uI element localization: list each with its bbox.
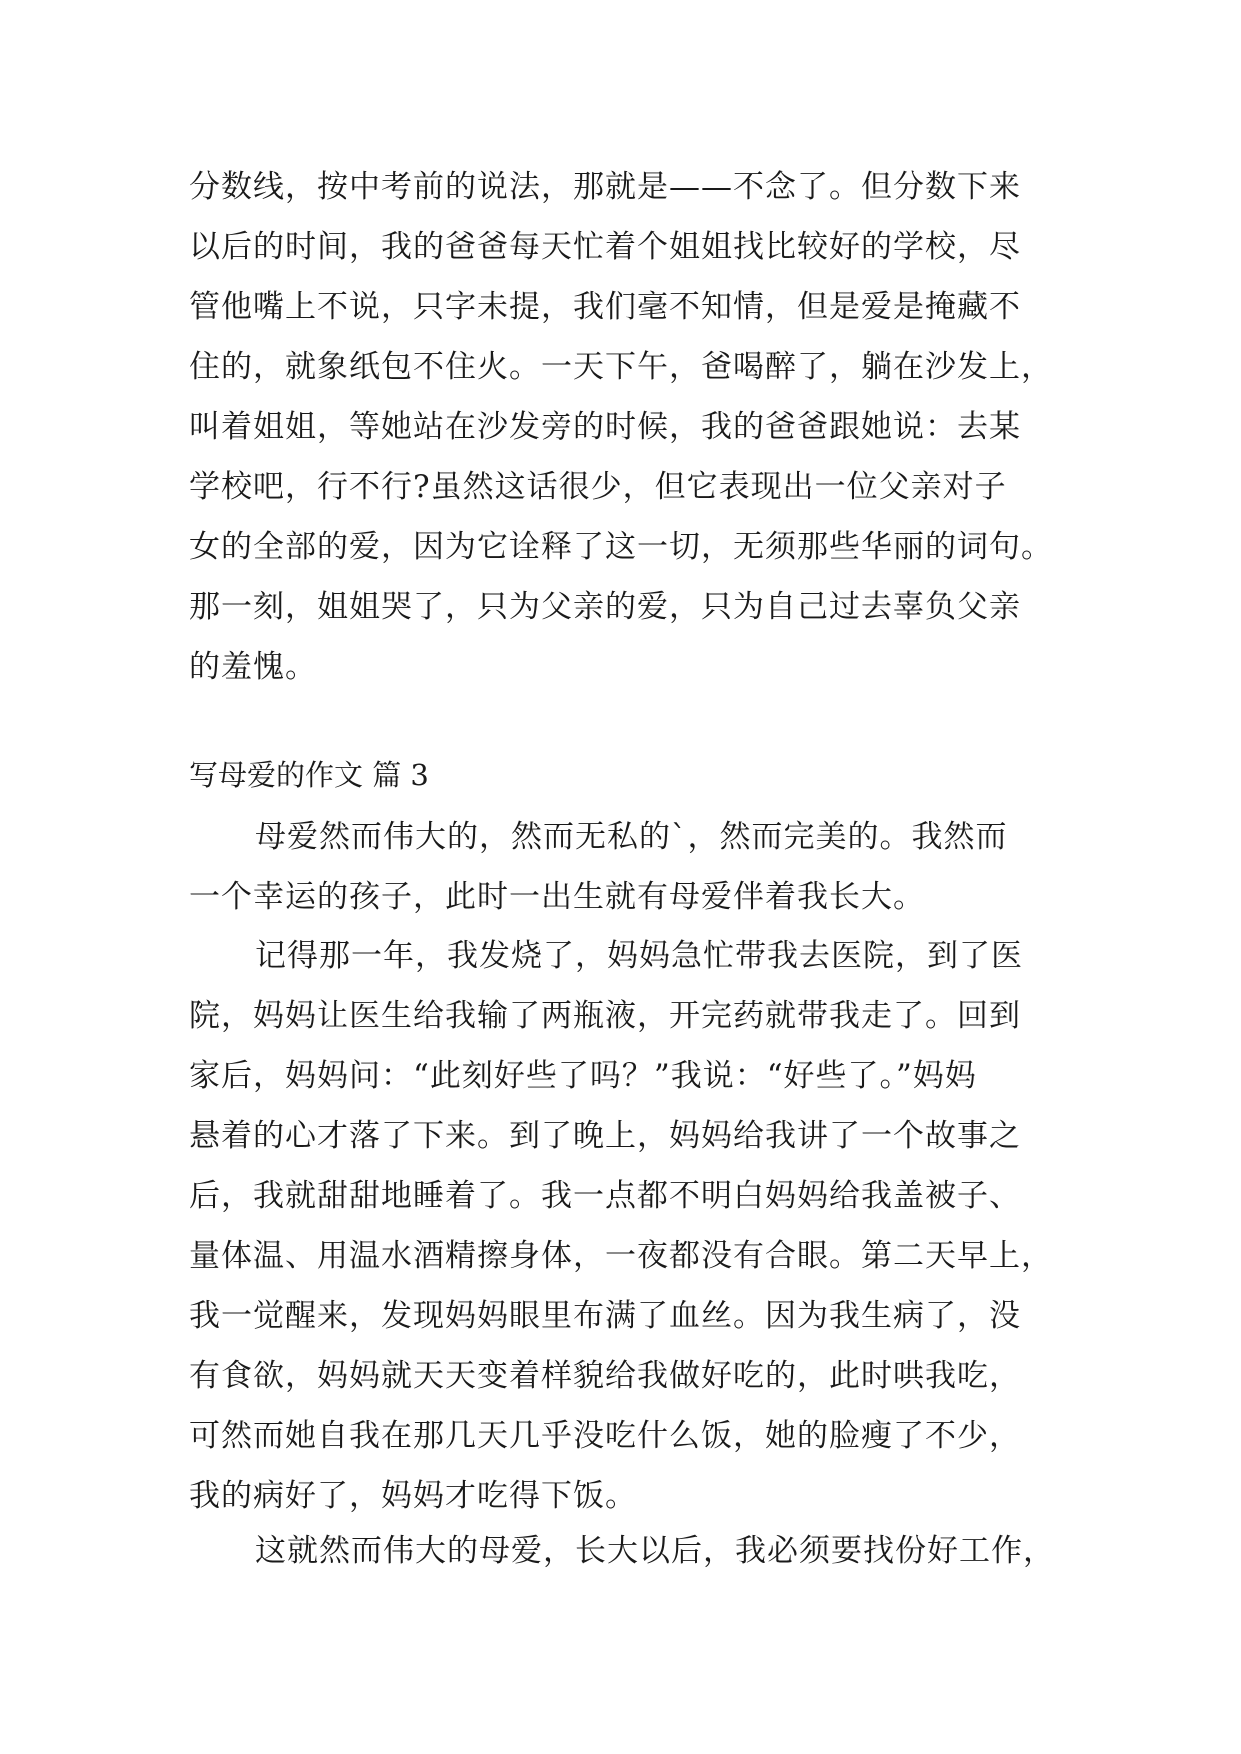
text-line: 分数线，按中考前的说法，那就是——不念了。但分数下来 — [189, 169, 1021, 205]
text-line: 母爱然而伟大的，然而无私的`，然而完美的。我然而 — [255, 819, 1008, 855]
text-line: 一个幸运的孩子，此时一出生就有母爱伴着我长大。 — [189, 879, 925, 915]
text-line: 后，我就甜甜地睡着了。我一点都不明白妈妈给我盖被子、 — [189, 1178, 1021, 1214]
text-line: 学校吧，行不行?虽然这话很少，但它表现出一位父亲对子 — [189, 469, 1007, 505]
text-line: 女的全部的爱，因为它诠释了这一切，无须那些华丽的词句。 — [189, 529, 1053, 565]
intro-paragraph — [189, 157, 1053, 697]
text-line: 住的，就象纸包不住火。一天下午，爸喝醉了，躺在沙发上， — [189, 349, 1053, 385]
text-line: 院，妈妈让医生给我输了两瓶液，开完药就带我走了。回到 — [189, 998, 1021, 1034]
text-line: 叫着姐姐，等她站在沙发旁的时候，我的爸爸跟她说：去某 — [189, 409, 1021, 445]
text-line: 以后的时间，我的爸爸每天忙着个姐姐找比较好的学校，尽 — [189, 229, 1021, 265]
text-line: 量体温、用温水酒精擦身体，一夜都没有合眼。第二天早上， — [189, 1238, 1053, 1274]
text-line: 有食欲，妈妈就天天变着样貌给我做好吃的，此时哄我吃， — [189, 1358, 1021, 1394]
text-line: 的羞愧。 — [189, 649, 317, 685]
text-line: 可然而她自我在那几天几乎没吃什么饭，她的脸瘦了不少， — [189, 1418, 1021, 1454]
section-heading — [189, 745, 1049, 805]
text-line: 我的病好了，妈妈才吃得下饭。 — [189, 1478, 637, 1514]
text-line: 我一觉醒来，发现妈妈眼里布满了血丝。因为我生病了，没 — [189, 1298, 1021, 1334]
text-line: 这就然而伟大的母爱，长大以后，我必须要找份好工作， — [255, 1533, 1055, 1569]
paragraph-3 — [189, 1521, 1055, 1581]
essay-title: 写母爱的作文 篇 3 — [189, 758, 429, 792]
text-line: 家后，妈妈问：“此刻好些了吗？”我说：“好些了。”妈妈 — [189, 1058, 977, 1094]
text-line: 那一刻，姐姐哭了，只为父亲的爱，只为自己过去辜负父亲 — [189, 589, 1021, 625]
text-line: 记得那一年，我发烧了，妈妈急忙带我去医院，到了医 — [255, 938, 1023, 974]
paragraph-1 — [189, 807, 1049, 927]
paragraph-2 — [189, 926, 1053, 1526]
text-line: 悬着的心才落了下来。到了晚上，妈妈给我讲了一个故事之 — [189, 1118, 1021, 1154]
text-line: 管他嘴上不说，只字未提，我们毫不知情，但是爱是掩藏不 — [189, 289, 1021, 325]
